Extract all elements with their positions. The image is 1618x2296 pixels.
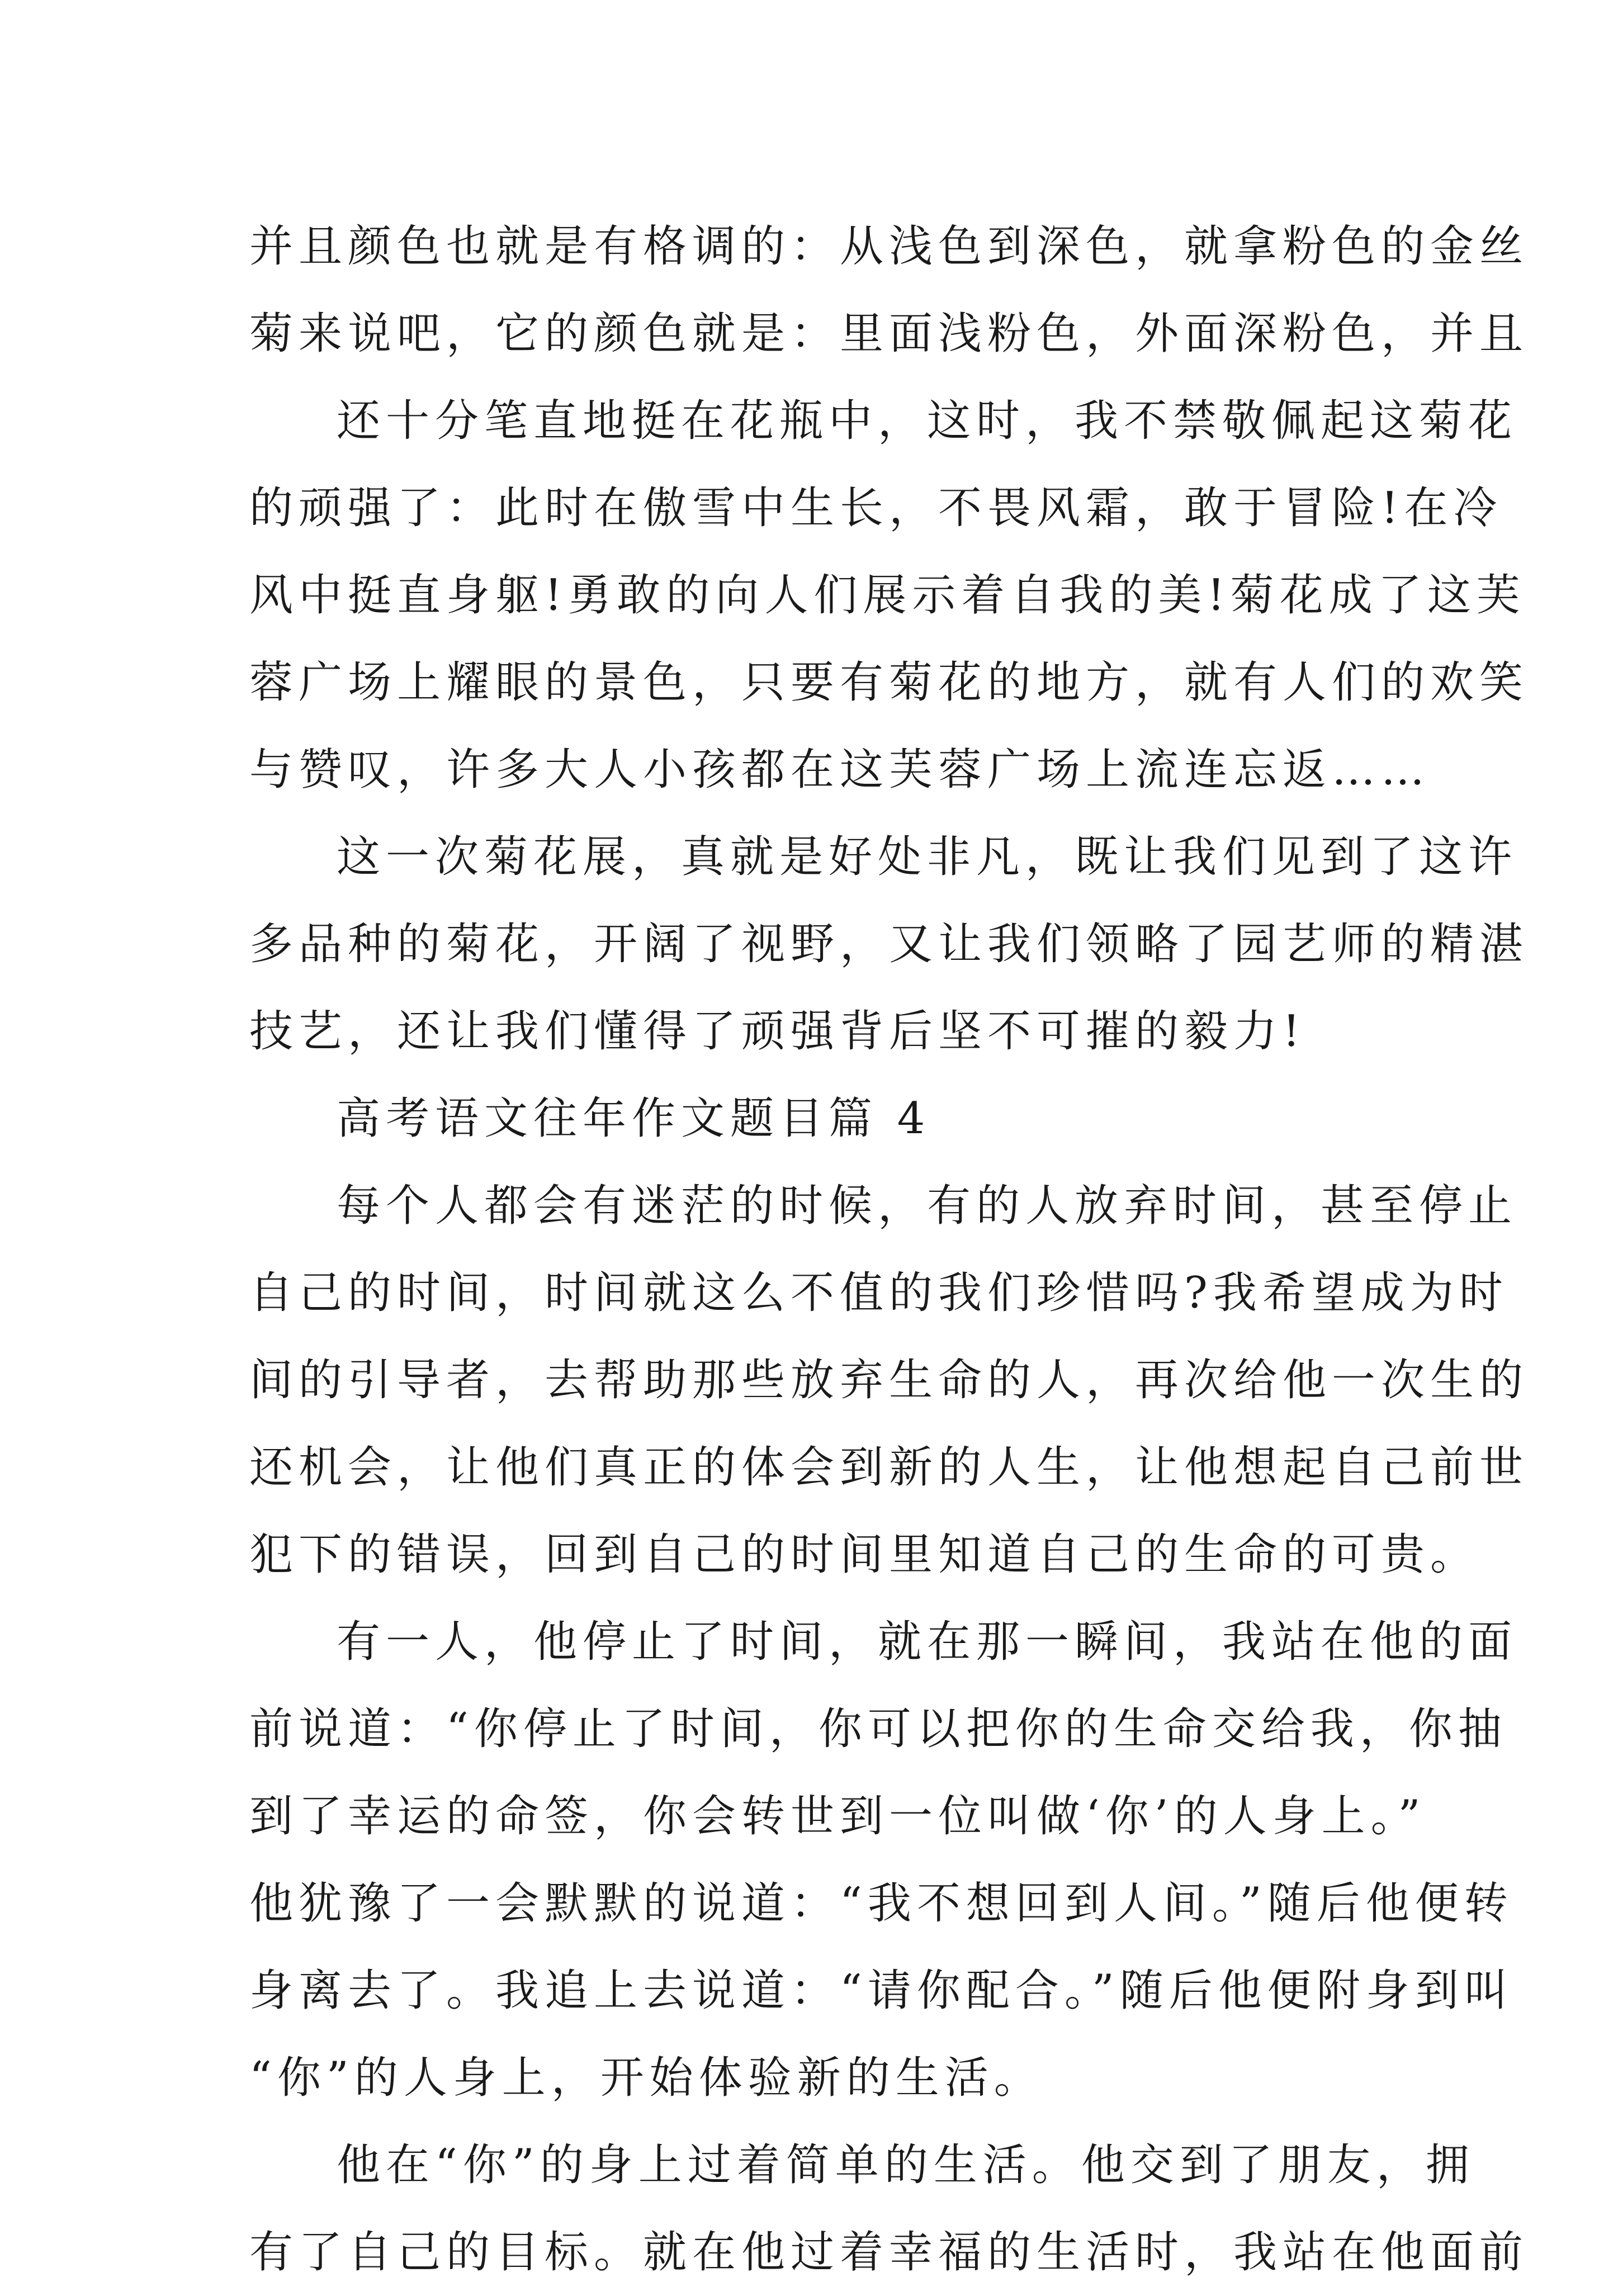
paragraph-line: 犯下的错误，回到自己的时间里知道自己的生命的可贵。 <box>249 1530 1480 1580</box>
paragraph-line: “你”的人身上，开始体验新的生活。 <box>249 2053 1043 2103</box>
paragraph-line: 菊来说吧，它的颜色就是：里面浅粉色，外面深粉色，并且 <box>249 309 1529 359</box>
paragraph-line: 每个人都会有迷茫的时候，有的人放弃时间，甚至停止 <box>337 1181 1518 1231</box>
paragraph-line: 有一人，他停止了时间，就在那一瞬间，我站在他的面 <box>337 1617 1518 1667</box>
paragraph-line: 的顽强了：此时在傲雪中生长，不畏风霜，敢于冒险!在冷 <box>249 483 1503 533</box>
paragraph-line: 风中挺直身躯!勇敢的向人们展示着自我的美!菊花成了这芙 <box>249 570 1526 621</box>
paragraph-line: 间的引导者，去帮助那些放弃生命的人，再次给他一次生的 <box>249 1355 1529 1405</box>
paragraph-line: 蓉广场上耀眼的景色，只要有菊花的地方，就有人们的欢笑 <box>249 657 1529 708</box>
paragraph-line: 还机会，让他们真正的体会到新的人生，让他想起自己前世 <box>249 1442 1529 1493</box>
paragraph-line: 自己的时间，时间就这么不值的我们珍惜吗?我希望成为时 <box>249 1268 1508 1318</box>
paragraph-line: 技艺，还让我们懂得了顽强背后坚不可摧的毅力! <box>249 1006 1306 1057</box>
paragraph-line: 前说道：“你停止了时间，你可以把你的生命交给我，你抽 <box>249 1704 1507 1754</box>
paragraph-line: 与赞叹，许多大人小孩都在这芙蓉广场上流连忘返…… <box>249 745 1431 795</box>
paragraph-line: 这一次菊花展，真就是好处非凡，既让我们见到了这许 <box>337 832 1518 882</box>
paragraph-line: 身离去了。我追上去说道：“请你配合。”随后他便附身到叫 <box>249 1966 1513 2016</box>
paragraph-line: 有了自己的目标。就在他过着幸福的生活时，我站在他面前 <box>249 2227 1529 2278</box>
paragraph-line: 并且颜色也就是有格调的：从浅色到深色，就拿粉色的金丝 <box>249 221 1529 272</box>
paragraph-line: 多品种的菊花，开阔了视野，又让我们领略了园艺师的精湛 <box>249 919 1529 969</box>
paragraph-line: 到了幸运的命签，你会转世到一位叫做‘你’的人身上。” <box>249 1791 1426 1841</box>
paragraph-line: 他犹豫了一会默默的说道：“我不想回到人间。”随后他便转 <box>249 1878 1513 1929</box>
paragraph-line: 他在“你”的身上过着简单的生活。他交到了朋友，拥 <box>337 2140 1475 2190</box>
section-heading: 高考语文往年作文题目篇 4 <box>337 1093 931 1144</box>
paragraph-line: 还十分笔直地挺在花瓶中，这时，我不禁敬佩起这菊花 <box>337 396 1518 446</box>
